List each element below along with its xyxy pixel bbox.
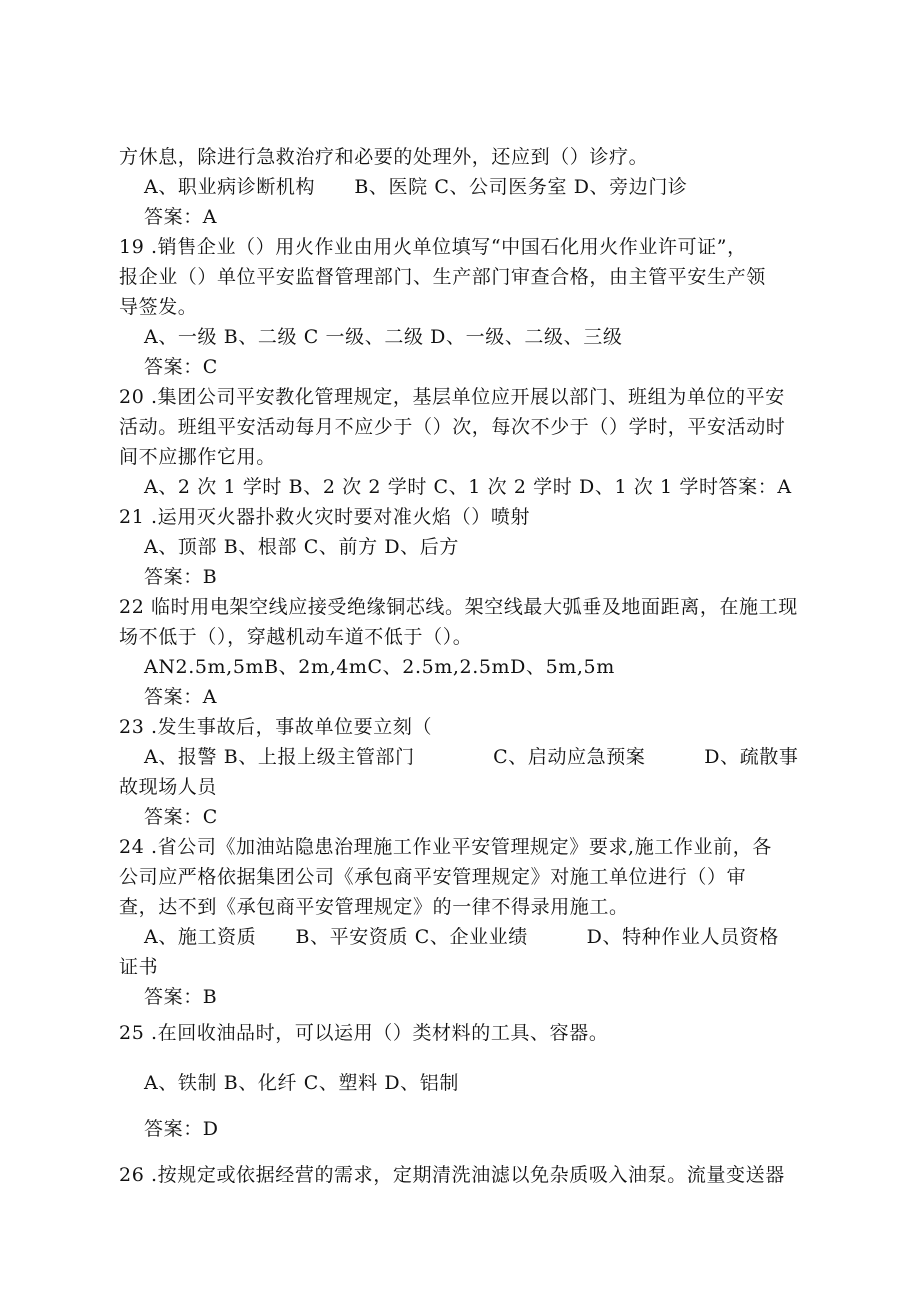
text-line: 方休息，除进行急救治疗和必要的处理外，还应到（）诊疗。 xyxy=(119,146,649,168)
question-line: 26 .按规定或依据经营的需求，定期清洗油滤以免杂质吸入油泵。流量变送器 xyxy=(119,1164,785,1186)
text-line: 公司应严格依据集团公司《承包商平安管理规定》对施工单位进行（）审 xyxy=(119,866,747,888)
answer-line: 答案：A xyxy=(144,206,218,228)
question-line: 21 .运用灭火器扑救火灾时要对准火焰（）喷射 xyxy=(119,506,531,528)
option-line: A、顶部 B、根部 C、前方 D、后方 xyxy=(144,536,459,558)
answer-line: 答案：B xyxy=(144,566,218,588)
question-line: 25 .在回收油品时，可以运用（）类材料的工具、容器。 xyxy=(119,1022,609,1044)
option-line: A、2 次 1 学时 B、2 次 2 学时 C、1 次 2 学时 D、1 次 1 学时答案：A xyxy=(144,476,792,498)
question-line: 24 .省公司《加油站隐患治理施工作业平安管理规定》要求,施工作业前，各 xyxy=(119,836,772,858)
option-line: A、铁制 B、化纤 C、塑料 D、铝制 xyxy=(144,1072,459,1094)
question-line: 22 临时用电架空线应接受绝缘铜芯线。架空线最大弧垂及地面距离，在施工现 xyxy=(119,596,798,618)
answer-line: 答案：C xyxy=(144,356,218,378)
answer-line: 答案：D xyxy=(144,1118,219,1140)
option-line: A、施工资质 B、平安资质 C、企业业绩 D、特种作业人员资格 xyxy=(144,926,779,948)
answer-line: 答案：C xyxy=(144,806,218,828)
answer-line: 答案：B xyxy=(144,986,218,1008)
answer-line: 答案：A xyxy=(144,686,218,708)
option-line: A、报警 B、上报上级主管部门 C、启动应急预案 D、疏散事 xyxy=(144,746,799,768)
text-line: 证书 xyxy=(119,956,159,978)
text-line: 活动。班组平安活动每月不应少于（）次，每次不少于（）学时，平安活动时 xyxy=(119,416,786,438)
text-line: 报企业（）单位平安监督管理部门、生产部门审查合格，由主管平安生产领 xyxy=(119,266,766,288)
text-line: 导签发。 xyxy=(119,296,198,318)
text-line: 查，达不到《承包商平安管理规定》的一律不得录用施工。 xyxy=(119,896,629,918)
question-line: 23 .发生事故后，事故单位要立刻（ xyxy=(119,716,433,738)
option-line: A、一级 B、二级 C 一级、二级 D、一级、二级、三级 xyxy=(144,326,623,348)
question-line: 20 .集团公司平安教化管理规定，基层单位应开展以部门、班组为单位的平安 xyxy=(119,386,785,408)
text-line: 故现场人员 xyxy=(119,776,218,798)
text-line: 间不应挪作它用。 xyxy=(119,446,276,468)
text-line: 场不低于（），穿越机动车道不低于（）。 xyxy=(119,626,473,648)
question-line: 19 .销售企业（）用火作业由用火单位填写“中国石化用火作业许可证”， xyxy=(119,236,747,258)
option-line: AN2.5m,5mB、2m,4mC、2.5m,2.5mD、5m,5m xyxy=(144,656,615,678)
option-line: A、职业病诊断机构 B、医院 C、公司医务室 D、旁边门诊 xyxy=(144,176,688,198)
